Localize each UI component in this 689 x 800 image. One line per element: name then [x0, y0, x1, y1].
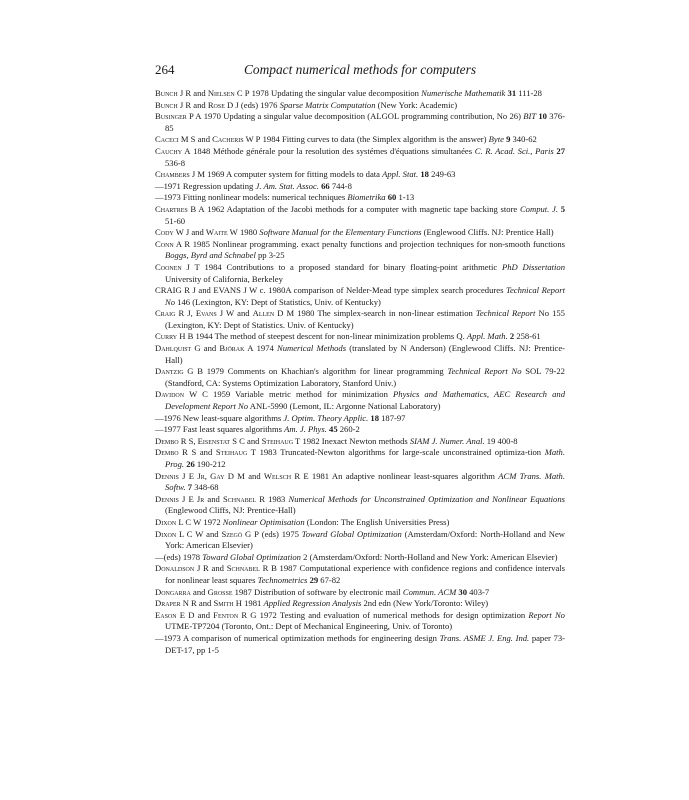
- author-name: Craig R J: [155, 308, 191, 319]
- volume-number: 26: [186, 459, 195, 469]
- reference-text: (Amsterdam/Oxford: North-Holland and New York: American Elsevier): [165, 528, 565, 551]
- page-number: 264: [155, 62, 175, 77]
- reference-text: UTME-TP7204 (Toronto, Ont.: Dept of Mechanical Engineering, Univ. of Toronto): [165, 621, 453, 632]
- author-name: Chartres B A: [155, 203, 205, 214]
- author-name: Eason E D: [155, 609, 195, 620]
- reference-text: and: [189, 227, 206, 238]
- author-name: Dennis J E Jr: [155, 493, 205, 504]
- reference-text: 249-63: [428, 169, 456, 180]
- reference-text: 2nd edn (New York/Toronto: Wiley): [361, 598, 489, 609]
- reference-text: 348-68: [192, 482, 219, 493]
- title-italic: Biometrika: [347, 192, 386, 203]
- title-italic: Toward Global Optimization: [202, 551, 301, 562]
- volume-number: 45: [329, 424, 338, 435]
- author-name: Nielsen C P: [207, 88, 250, 98]
- author-name: Caceci M S: [155, 134, 196, 145]
- reference-text: and: [234, 308, 253, 319]
- volume-number: 60: [387, 192, 397, 203]
- author-name: Dongarra: [155, 586, 191, 597]
- author-name: Björak A: [219, 343, 254, 354]
- reference-entry: [155, 169, 565, 181]
- page-header: [155, 62, 565, 84]
- reference-text: and: [196, 447, 216, 458]
- volume-number: 66: [321, 180, 330, 191]
- author-name: Cody W J: [155, 227, 190, 238]
- reference-text: and: [190, 586, 208, 597]
- title-italic: PhD Dissertation: [501, 261, 565, 272]
- reference-entry: [155, 146, 565, 169]
- title-italic: Report No: [528, 609, 565, 620]
- reference-text: ,: [204, 470, 211, 481]
- reference-entry: [155, 563, 565, 586]
- author-name: Cacheris W P: [212, 134, 261, 145]
- author-name: Bunch J R: [155, 88, 192, 98]
- author-name: Businger P A: [155, 111, 202, 122]
- title-italic: Technical Report No: [447, 366, 522, 377]
- reference-text: and: [194, 609, 214, 620]
- reference-text: 1944 The method of steepest descent for non-linear minimization problems Q.: [193, 331, 467, 342]
- reference-text: 258-61: [514, 331, 541, 342]
- author-name: Eisenstat S C: [197, 435, 245, 446]
- title-italic: Boggs, Byrd and Schnabel: [165, 250, 256, 261]
- title-italic: Technical Report No: [165, 285, 565, 307]
- reference-entry: [155, 239, 565, 262]
- reference-text: (Englewood Cliffs, NJ: Prentice-Hall): [165, 505, 296, 516]
- author-name: Curry H B: [155, 331, 194, 342]
- reference-text: 1972 Testing and evaluation of numerical methods for design optimization: [256, 609, 529, 620]
- reference-text: ,: [190, 308, 196, 319]
- reference-text: (Englewood Cliffs. NJ: Prentice Hall): [421, 227, 554, 238]
- reference-text: 190-212: [194, 459, 226, 469]
- reference-text: 1983 Truncated-Newton algorithms for large-scale unconstrained optimiza-tion: [255, 447, 545, 458]
- reference-text: 1987 Computational experience with confidence regions and confidence intervals for nonlinear least squares: [165, 563, 565, 585]
- reference-entry: [155, 471, 565, 494]
- reference-text: 1959 Variable metric method for minimization: [207, 389, 394, 400]
- reference-text: —1973 Fitting nonlinear models: numerical techniques: [155, 192, 348, 203]
- reference-text: ,: [193, 435, 198, 446]
- title-italic: Applied Regression Analysis: [263, 598, 362, 609]
- title-italic: Nonlinear Optimisation: [222, 516, 305, 527]
- volume-number: 2: [509, 331, 515, 342]
- reference-text: 1984 Fitting curves to data (the Simplex algorithm is the answer): [260, 134, 489, 145]
- volume-number: 29: [309, 574, 319, 585]
- reference-text: ANL-5990 (Lemont, IL: Argonne National Laboratory): [248, 401, 441, 412]
- author-name: Schnabel R B: [226, 563, 277, 574]
- reference-entry: [155, 494, 565, 517]
- reference-text: 744-8: [329, 180, 352, 191]
- book-page: [155, 62, 565, 656]
- title-italic: Am. J. Phys.: [284, 424, 327, 435]
- title-italic: Physics and Mathematics, AEC Research and Development Report No: [165, 389, 565, 412]
- reference-entry: [155, 285, 565, 308]
- reference-text: 1980 The simplex-search in non-linear estimation: [294, 308, 476, 319]
- reference-text: CRAIG R J and EVANS J W c. 1980A comparison of Nelder-Mead type simplex search procedures: [155, 285, 506, 296]
- reference-text: SOL 79-22 (Standford, CA: Systems Optimization Laboratory, Stanford Univ.): [165, 366, 565, 388]
- reference-entry: [155, 529, 565, 552]
- reference-text: University of California, Berkeley: [165, 273, 283, 284]
- author-name: Donaldson J R: [155, 563, 209, 574]
- reference-text: 1979 Comments on Khachian's algorithm for linear programming: [203, 366, 448, 377]
- author-name: Dixon L C W: [155, 528, 204, 539]
- reference-entry: [155, 192, 565, 204]
- reference-entry: [155, 598, 565, 610]
- reference-text: 1962 Adaptation of the Jacobi methods for a computer with magnetic tape backing store: [204, 203, 520, 214]
- reference-entry: [155, 343, 565, 366]
- reference-text: 51-60: [165, 215, 186, 226]
- title-italic: Technometrics: [257, 574, 308, 585]
- reference-entry: [155, 204, 565, 227]
- title-italic: Math. Prog.: [165, 447, 565, 469]
- reference-entry: [155, 552, 565, 564]
- author-name: Waite W: [205, 227, 238, 238]
- title-italic: Appl. Math.: [466, 331, 508, 342]
- reference-text: No 155 (Lexington, KY: Dept of Statistics. Univ. of Kentucky): [165, 308, 565, 330]
- reference-text: 403-7: [466, 586, 490, 597]
- reference-text: (translated by N Anderson) (Englewood Cliffs. NJ: Prentice-Hall): [165, 343, 565, 365]
- reference-text: 1981: [241, 598, 264, 609]
- author-name: Welsch R E: [263, 470, 309, 481]
- reference-text: 2 (Amsterdam/Oxford: North-Holland and New York: American Elsevier): [300, 551, 558, 562]
- author-name: Dahlquist G: [155, 343, 201, 354]
- reference-text: and: [203, 528, 222, 539]
- reference-entry: [155, 424, 565, 436]
- reference-text: —1971 Regression updating: [155, 180, 256, 191]
- title-italic: Numerical Methods: [276, 343, 347, 354]
- reference-text: 1983: [264, 493, 289, 504]
- reference-text: 1981 An adaptive nonlinear least-squares algorithm: [308, 470, 499, 481]
- title-italic: Numerical Methods for Unconstrained Optimization and Nonlinear Equations: [288, 493, 565, 504]
- reference-text: 1970 Updating a singular value decomposition (ALGOL programming contribution, No 26): [201, 111, 524, 122]
- volume-number: 30: [458, 586, 467, 597]
- reference-entry: [155, 436, 565, 448]
- author-name: Coonen J T: [155, 261, 200, 272]
- reference-text: and: [195, 134, 213, 145]
- reference-text: 260-2: [337, 424, 360, 435]
- author-name: Gay D M: [210, 470, 245, 481]
- author-name: Dixon L C W: [155, 516, 202, 527]
- reference-text: 19 400-8: [484, 435, 518, 446]
- volume-number: 7: [187, 482, 193, 493]
- reference-text: and: [208, 563, 227, 574]
- reference-text: 376-85: [165, 111, 565, 133]
- author-name: Dantzig G B: [155, 366, 203, 377]
- reference-entry: [155, 366, 565, 389]
- title-italic: J. Optim. Theory Applic.: [283, 412, 369, 423]
- reference-entry: [155, 447, 565, 470]
- reference-text: (New York: Academic): [375, 99, 458, 110]
- title-italic: Toward Global Optimization: [301, 528, 402, 539]
- reference-text: and: [244, 470, 264, 481]
- author-name: Allen D M: [252, 308, 295, 319]
- reference-text: (London: The English Universities Press): [304, 516, 450, 527]
- author-name: Draper N R: [155, 598, 197, 609]
- author-name: Dennis J E Jr: [155, 470, 205, 481]
- author-name: Grosse: [207, 586, 233, 597]
- reference-list: [155, 88, 565, 656]
- reference-entry: [155, 517, 565, 529]
- reference-text: and: [191, 99, 208, 110]
- reference-text: 1985 Nonlinear programming. exact penalty functions and projection techniques for non-smooth functions: [190, 238, 565, 249]
- reference-text: 1-13: [396, 192, 415, 203]
- author-name: Dembo R S: [155, 435, 194, 446]
- author-name: Steihaug T: [215, 447, 256, 458]
- author-name: Rose D J: [207, 99, 239, 110]
- reference-text: —1977 Fast least squares algorithms: [155, 424, 285, 435]
- title-italic: Commun. ACM: [402, 586, 457, 597]
- reference-text: pp 3-25: [255, 250, 285, 261]
- running-title: Compact numerical methods for computers: [243, 62, 477, 77]
- title-italic: C. R. Acad. Sci., Paris: [474, 145, 554, 156]
- reference-text: 340-62: [510, 134, 537, 145]
- title-italic: Technical Report: [475, 308, 536, 319]
- reference-text: (eds) 1975: [258, 528, 302, 539]
- volume-number: 31: [507, 88, 517, 98]
- reference-entry: [155, 100, 565, 112]
- reference-entry: [155, 262, 565, 285]
- reference-entry: [155, 181, 565, 193]
- reference-text: 1982 Inexact Newton methods: [300, 435, 410, 446]
- reference-text: —(eds) 1978: [155, 551, 203, 562]
- author-name: Steihaug T: [261, 435, 301, 446]
- title-italic: Software Manual for the Elementary Functions: [259, 227, 422, 238]
- author-name: Szegö G P: [221, 528, 259, 539]
- volume-number: 18: [420, 169, 429, 180]
- reference-text: —1976 New least-square algorithms: [155, 412, 284, 423]
- title-italic: ACM Trans. Math. Softw.: [165, 470, 566, 493]
- reference-text: —1973 A comparison of numerical optimization methods for engineering design: [155, 632, 440, 643]
- reference-entry: [155, 413, 565, 425]
- author-name: Chambers J M: [155, 169, 206, 180]
- reference-entry: [155, 111, 565, 134]
- reference-text: 1972: [201, 516, 223, 527]
- reference-text: (eds) 1976: [238, 99, 280, 110]
- reference-text: and: [196, 598, 214, 609]
- reference-text: 1980: [237, 227, 260, 238]
- reference-text: and: [191, 88, 208, 98]
- title-italic: Appl. Stat.: [382, 169, 419, 180]
- reference-entry: [155, 308, 565, 331]
- author-name: Cauchy A: [155, 145, 191, 156]
- reference-text: 67-82: [318, 574, 341, 585]
- title-italic: Comput. J.: [519, 203, 558, 214]
- title-italic: Trans. ASME J. Eng. Ind.: [439, 632, 530, 643]
- volume-number: 9: [506, 134, 511, 145]
- reference-entry: [155, 587, 565, 599]
- author-name: Conn A R: [155, 238, 191, 249]
- title-italic: Sparse Matrix Computation: [279, 99, 376, 110]
- title-italic: Numerische Mathematik: [421, 88, 506, 98]
- author-name: Bunch J R: [155, 99, 192, 110]
- reference-text: 1848 Méthode générale pour la resolution des systémes d'équations simultanées: [190, 145, 475, 156]
- reference-text: and: [204, 493, 223, 504]
- reference-text: 1978 Updating the singular value decomposition: [249, 88, 422, 98]
- reference-entry: [155, 633, 565, 656]
- reference-text: 111-28: [516, 88, 542, 98]
- reference-entry: [155, 389, 565, 412]
- reference-entry: [155, 134, 565, 146]
- author-name: Smith H: [213, 598, 242, 609]
- reference-text: paper 73-DET-17, pp 1-5: [165, 632, 565, 655]
- title-italic: SIAM J. Numer. Anal.: [409, 435, 485, 446]
- reference-text: 187-97: [378, 412, 406, 423]
- reference-text: 146 (Lexington, KY: Dept of Statistics, Univ. of Kentucky): [175, 296, 381, 307]
- reference-entry: [155, 88, 565, 100]
- title-italic: J. Am. Stat. Assoc.: [255, 180, 319, 191]
- reference-text: 1984 Contributions to a proposed standard for binary floating-point arithmetic: [199, 261, 502, 272]
- author-name: Schnabel R: [222, 493, 265, 504]
- reference-text: 536-8: [165, 157, 186, 168]
- reference-text: and: [244, 435, 262, 446]
- title-italic: Byte: [488, 134, 504, 145]
- author-name: Dembo R S: [155, 447, 197, 458]
- reference-text: 1987 Distribution of software by electronic mail: [232, 586, 403, 597]
- title-italic: BIT: [523, 111, 537, 122]
- volume-number: 18: [370, 412, 379, 423]
- author-name: Davidon W C: [155, 389, 208, 400]
- reference-entry: [155, 331, 565, 343]
- reference-text: 1974: [253, 343, 277, 354]
- reference-text: 1969 A computer system for fitting models to data: [205, 169, 383, 180]
- reference-entry: [155, 610, 565, 633]
- reference-entry: [155, 227, 565, 239]
- reference-text: and: [200, 343, 220, 354]
- author-name: Fenton R G: [213, 609, 257, 620]
- volume-number: 5: [560, 203, 565, 214]
- volume-number: 10: [538, 111, 547, 122]
- volume-number: 27: [556, 145, 565, 156]
- author-name: Evans J W: [195, 308, 235, 319]
